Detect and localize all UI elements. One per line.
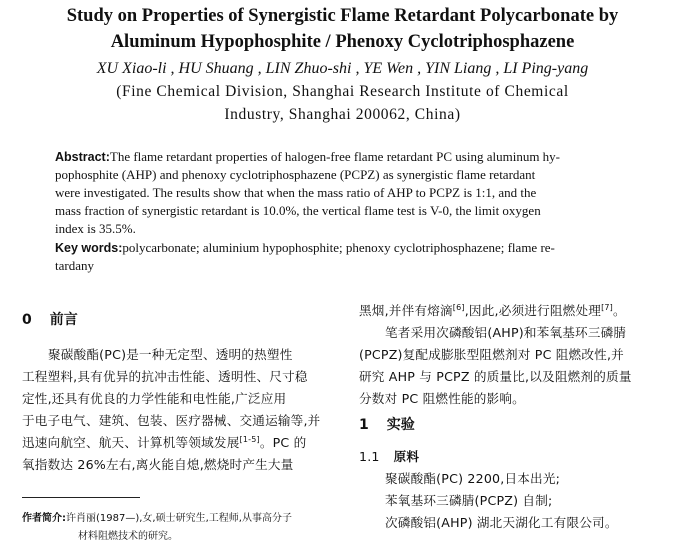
preface-line-6: 氧指数达 26%左右,离火能自熄,燃烧时产生大量 [22, 457, 294, 472]
paper-title-line-1: Study on Properties of Synergistic Flame Retardant Polycarbonate by [66, 6, 619, 26]
abstract-line-2: pophosphite (AHP) and phenoxy cyclotriphosphazene (PCPZ) as synergistic flame retardant [55, 167, 536, 182]
authors: XU Xiao-li , HU Shuang , LIN Zhuo-shi , YE Wen , YIN Liang , LI Ping-yang [96, 60, 589, 77]
right-para-line-4: 分数对 PC 阻燃性能的影响。 [359, 391, 525, 406]
section-number: 1 [359, 417, 369, 433]
section-number: 0 [22, 312, 32, 328]
abstract-text: The flame retardant properties of halogen-free flame retardant PC using aluminum hy- [109, 149, 561, 164]
footnote-text: 许肖丽(1987—),女,硕士研究生,工程师,从事高分子 [66, 513, 292, 524]
preface-line-4: 于电子电气、建筑、包装、医疗器械、交通运输等,并 [22, 413, 321, 428]
right-para-line-1: 笔者采用次磷酸铝(AHP)和苯氧基环三磷腈 [385, 325, 627, 340]
citation-ref: [6] [452, 302, 465, 312]
material-item-pc: 聚碳酸酯(PC) 2200,日本出光; [385, 471, 561, 486]
right-para-line-3: 研究 AHP 与 PCPZ 的质量比,以及阻燃剂的质量 [359, 369, 632, 384]
preface-line-1: 聚碳酸酯(PC)是一种无定型、透明的热塑性 [48, 347, 293, 362]
citation-ref: [1-5] [239, 434, 260, 444]
material-item-ahp: 次磷酸铝(AHP) 湖北天湖化工有限公司。 [385, 515, 618, 530]
preface-line-5-text: 迅速向航空、航天、计算机等领域发展 [22, 435, 240, 450]
abstract-line-3: were investigated. The results show that when the mass ratio of AHP to PCPZ is 1:1, and the [55, 185, 537, 200]
paper-title-line-2: Aluminum Hypophosphite / Phenoxy Cyclotriphosphazene [110, 32, 575, 52]
right-line-1 [359, 300, 626, 319]
affiliation-line-2: Industry, Shanghai 200062, China) [224, 106, 461, 123]
citation-ref: [7] [601, 302, 613, 312]
abstract-line-1 [55, 149, 560, 165]
footnote-divider [22, 497, 140, 498]
abstract-line-4: mass fraction of synergistic retardant is 10.0%, the vertical flame test is V-0, the limit oxygen [55, 203, 541, 218]
right-line-1c: 。 [613, 303, 626, 318]
section-title: 前言 [49, 312, 78, 328]
footnote-line-1 [22, 509, 292, 524]
right-para-line-2: (PCPZ)复配成膨胀型阻燃剂对 PC 阻燃改性,并 [359, 347, 624, 362]
preface-line-3: 定性,还具有优良的力学性能和电性能,广泛应用 [22, 391, 287, 406]
section-heading-preface [22, 309, 78, 329]
preface-line-5-tail: 。PC 的 [259, 435, 307, 450]
section-title: 实验 [386, 417, 415, 433]
subsection-number: 1.1 [359, 449, 380, 464]
footnote-label: 作者简介: [22, 513, 66, 524]
keywords-label: Key words: [55, 241, 123, 255]
abstract-label: Abstract: [55, 150, 110, 164]
subsection-heading-materials [359, 446, 419, 465]
preface-line-5 [22, 432, 306, 451]
section-heading-experiment [359, 414, 415, 434]
material-item-pcpz: 苯氧基环三磷腈(PCPZ) 自制; [385, 493, 553, 508]
keywords-line-2: tardany [55, 258, 94, 273]
keywords-line-1 [55, 240, 555, 256]
keywords-text: polycarbonate; aluminium hypophosphite; phenoxy cyclotriphosphazene; flame re- [122, 240, 555, 255]
subsection-title: 原料 [393, 449, 420, 464]
abstract-line-5: index is 35.5%. [55, 221, 136, 236]
right-line-1b: ,因此,必须进行阻燃处理 [464, 303, 602, 318]
footnote-line-2: 材料阻燃技术的研究。 [78, 531, 178, 542]
affiliation-line-1: (Fine Chemical Division, Shanghai Research Institute of Chemical [116, 83, 569, 100]
right-line-1a: 黑烟,并伴有熔滴 [359, 303, 453, 318]
preface-line-2: 工程塑料,具有优异的抗冲击性能、透明性、尺寸稳 [22, 369, 308, 384]
